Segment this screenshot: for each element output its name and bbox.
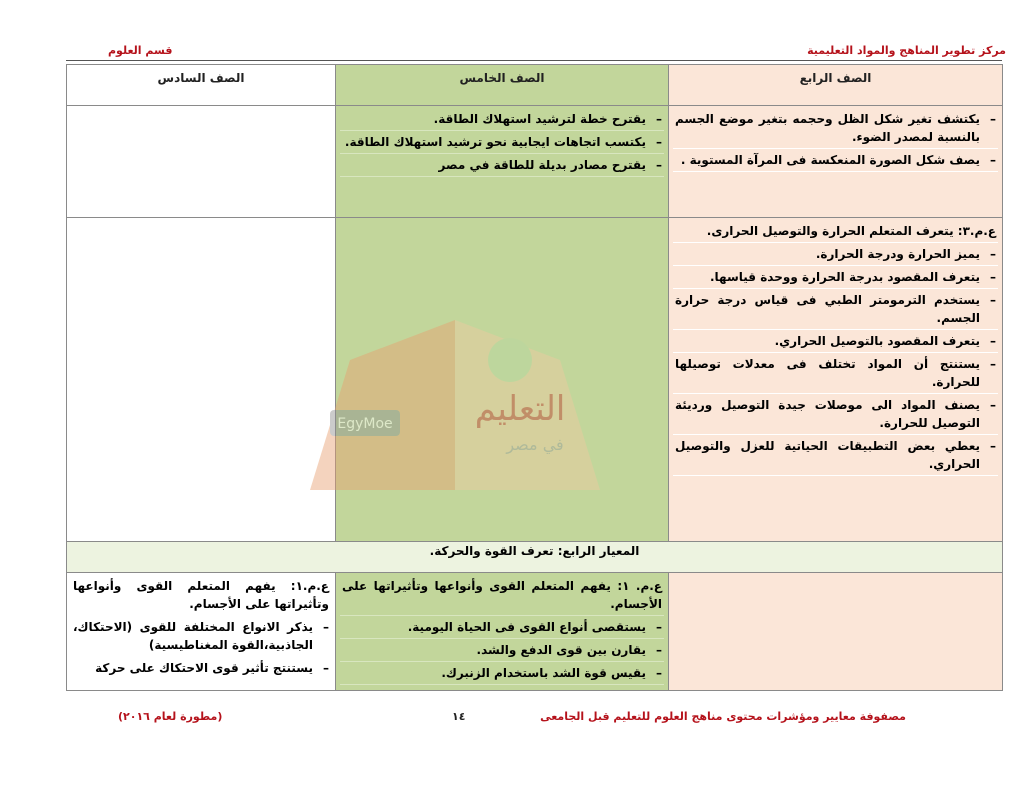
grade4-cell <box>669 218 1003 542</box>
center-name: مركز تطوير المناهج والمواد التعليمية <box>807 44 1006 57</box>
list-item: – يصنف المواد الى موصلات جيدة التوصيل ورديئة التوصيل للحرارة. <box>673 394 998 435</box>
standard-heading: المعيار الرابع: تعرف القوة والحركة. <box>67 542 1003 573</box>
list-item: – يستخدم الترمومتر الطبي فى قياس درجة حرارة الجسم. <box>673 289 998 330</box>
column-header-row <box>67 65 1003 106</box>
grade6-cell <box>67 106 336 218</box>
page-number: ١٤ <box>452 710 466 723</box>
list-item: – يصف شكل الصورة المنعكسة فى المرآة المستوية . <box>673 149 998 172</box>
column-header-grade4: الصف الرابع <box>669 65 1003 106</box>
watermark-brand-text: EgyMoe <box>337 416 393 432</box>
list-item: – يستنتج أن المواد تختلف فى معدلات توصيلها للحرارة. <box>673 353 998 394</box>
department-name: قسم العلوم <box>108 44 173 57</box>
list-item: – يقارن بين قوى الدفع والشد. <box>340 639 664 662</box>
watermark-subtitle: في مصر <box>506 435 564 454</box>
indicator-heading: ع.م. ١: يفهم المتعلم القوى وأنواعها وتأثيراتها على الأجسام. <box>340 575 664 616</box>
watermark-title: التعليم <box>474 389 566 429</box>
list-item: – يستنتج تأثير قوى الاحتكاك على حركة <box>71 657 331 680</box>
list-item: – يقيس قوة الشد باستخدام الزنبرك. <box>340 662 664 685</box>
header-divider <box>66 60 1002 61</box>
standard-row <box>67 542 1003 573</box>
footer-title: مصفوفة معايير ومؤشرات محتوى مناهج العلوم للتعليم قبل الجامعى <box>540 710 906 723</box>
column-header-grade6: الصف السادس <box>67 65 336 106</box>
grade4-cell <box>669 573 1003 691</box>
grade6-cell <box>67 573 336 691</box>
list-item: – يتعرف المقصود بدرجة الحرارة ووحدة قياسها. <box>673 266 998 289</box>
table-row <box>67 573 1003 691</box>
list-item: – يقترح خطة لترشيد استهلاك الطاقة. <box>340 108 664 131</box>
grade5-cell <box>336 573 669 691</box>
indicator-heading: ع.م.١: يفهم المتعلم القوى وأنواعها وتأثيراتها على الأجسام. <box>71 575 331 616</box>
list-item: – يقترح مصادر بديلة للطاقة في مصر <box>340 154 664 177</box>
list-item: – يذكر الانواع المختلفة للقوى (الاحتكاك، الجاذبية،القوة المغناطيسية) <box>71 616 331 657</box>
grade4-cell <box>669 106 1003 218</box>
footer-edition: (مطورة لعام ٢٠١٦) <box>118 710 223 723</box>
table-row <box>67 218 1003 542</box>
standards-table <box>66 64 1003 691</box>
list-item: – يكتسب اتجاهات ايجابية نحو ترشيد استهلاك الطاقة. <box>340 131 664 154</box>
indicator-heading: ع.م.٣: يتعرف المتعلم الحرارة والتوصيل الحرارى. <box>673 220 998 243</box>
list-item: – يتعرف المقصود بالتوصيل الحراري. <box>673 330 998 353</box>
list-item: – يستقصى أنواع القوى فى الحياة اليومية. <box>340 616 664 639</box>
list-item: – يميز الحرارة ودرجة الحرارة. <box>673 243 998 266</box>
column-header-grade5: الصف الخامس <box>336 65 669 106</box>
grade6-cell <box>67 218 336 542</box>
list-item: – يعطي بعض التطبيقات الحياتية للعزل والتوصيل الحراري. <box>673 435 998 476</box>
table-row <box>67 106 1003 218</box>
list-item: – يكتشف تغير شكل الظل وحجمه بتغير موضع الجسم بالنسبة لمصدر الضوء. <box>673 108 998 149</box>
grade5-cell <box>336 106 669 218</box>
grade5-cell <box>336 218 669 542</box>
